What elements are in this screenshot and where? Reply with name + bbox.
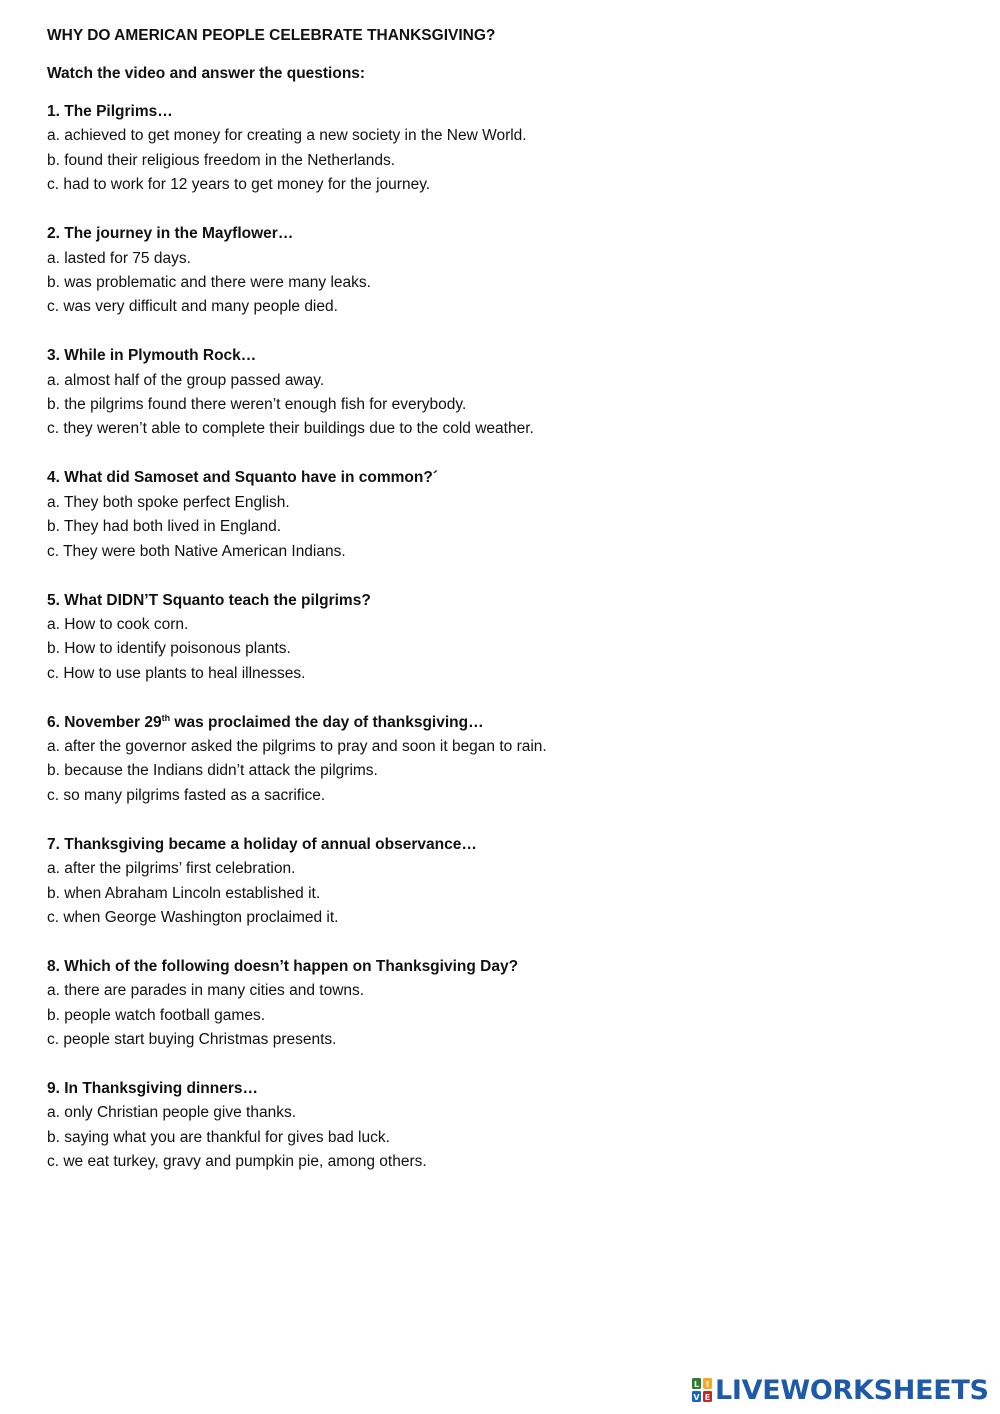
brand-name: LIVEWORKSHEETS [715, 1374, 989, 1406]
option-a: a. almost half of the group passed away. [47, 371, 325, 389]
option-b: b. saying what you are thankful for gives bad luck. [47, 1128, 390, 1146]
liveworksheets-logo-icon [692, 1378, 712, 1402]
question-text: 3. While in Plymouth Rock… [47, 347, 257, 365]
option-a: a. only Christian people give thanks. [47, 1104, 297, 1122]
option-a: a. How to cook corn. [47, 615, 189, 633]
option-c: c. when George Washington proclaimed it. [47, 908, 339, 926]
logo-letter-v: V [693, 1393, 700, 1402]
question-text: 2. The journey in the Mayflower… [47, 225, 294, 243]
logo-letter-l: L [693, 1380, 700, 1389]
question-text: 1. The Pilgrims… [47, 103, 173, 120]
option-a: a. lasted for 75 days. [47, 249, 191, 267]
question-text-start: 6. November 29 [47, 713, 162, 731]
option-c: c. they weren’t able to complete their buildings due to the cold weather. [47, 420, 534, 438]
option-b: b. found their religious freedom in the Netherlands. [47, 151, 396, 169]
question-6 [47, 711, 947, 809]
question-text: 4. What did Samoset and Squanto have in common?´ [47, 469, 438, 487]
option-a: a. after the pilgrims’ first celebration. [47, 860, 296, 878]
option-a: a. They both spoke perfect English. [47, 493, 290, 511]
option-c: c. They were both Native American Indians. [47, 542, 346, 560]
option-b: b. They had both lived in England. [47, 518, 282, 536]
logo-letter-i: I [706, 1380, 709, 1389]
question-5 [47, 589, 947, 687]
option-b: b. people watch football games. [47, 1006, 265, 1024]
option-c: c. How to use plants to heal illnesses. [47, 664, 306, 682]
question-8 [47, 955, 947, 1053]
question-text: 5. What DIDN’T Squanto teach the pilgrims? [47, 591, 371, 609]
option-b: b. the pilgrims found there weren’t enough fish for everybody. [47, 396, 467, 414]
option-a: a. there are parades in many cities and towns. [47, 982, 365, 1000]
question-3 [47, 344, 947, 442]
question-4 [47, 466, 947, 564]
question-2 [47, 222, 947, 320]
option-c: c. was very difficult and many people died. [47, 298, 338, 316]
question-text [47, 711, 947, 735]
instruction: Watch the video and answer the questions: [47, 65, 366, 82]
option-c: c. had to work for 12 years to get money for the journey. [47, 176, 431, 194]
question-text: 8. Which of the following doesn’t happen on Thanksgiving Day? [47, 957, 519, 975]
option-b: b. was problematic and there were many leaks. [47, 273, 371, 291]
worksheet [47, 24, 947, 1199]
page-title: WHY DO AMERICAN PEOPLE CELEBRATE THANKSGIVING? [47, 27, 496, 44]
question-9 [47, 1077, 947, 1175]
option-a: a. achieved to get money for creating a new society in the New World. [47, 127, 527, 145]
question-7 [47, 833, 947, 931]
question-text-end: was proclaimed the day of thanksgiving… [170, 713, 484, 731]
option-b: b. when Abraham Lincoln established it. [47, 884, 321, 902]
option-b: b. because the Indians didn’t attack the pilgrims. [47, 762, 378, 780]
option-a: a. after the governor asked the pilgrims to pray and soon it began to rain. [47, 738, 547, 756]
option-b: b. How to identify poisonous plants. [47, 640, 291, 658]
ordinal-suffix: th [161, 712, 171, 723]
logo-letter-e: E [704, 1393, 711, 1402]
liveworksheets-watermark [692, 1372, 989, 1408]
question-text: 9. In Thanksgiving dinners… [47, 1080, 259, 1097]
question-1 [47, 100, 947, 198]
option-c: c. people start buying Christmas presents. [47, 1031, 337, 1049]
question-text: 7. Thanksgiving became a holiday of annual observance… [47, 835, 477, 853]
option-c: c. we eat turkey, gravy and pumpkin pie, among others. [47, 1153, 427, 1171]
option-c: c. so many pilgrims fasted as a sacrifice. [47, 786, 326, 804]
